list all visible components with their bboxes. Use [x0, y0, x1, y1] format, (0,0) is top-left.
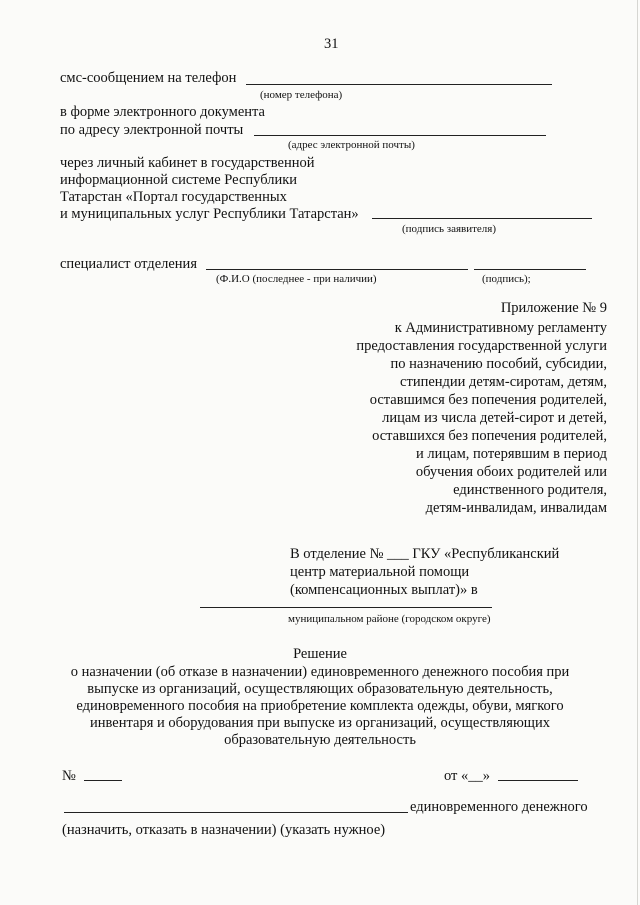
appendix-line: лицам из числа детей-сирот и детей,	[382, 410, 607, 426]
decision-number-label: №	[62, 768, 76, 784]
appendix-line: к Административному регламенту	[394, 320, 607, 336]
applicant-signature-line	[372, 218, 592, 219]
page-number: 31	[324, 36, 339, 52]
decision-line: выпуске из организаций, осуществляющих образовательную деятельность,	[87, 681, 553, 697]
appendix-header	[356, 300, 607, 518]
lump-sum-text: единовременного денежного	[410, 799, 588, 815]
appendix-line: стипендии детям-сиротам, детям,	[400, 374, 607, 390]
decision-line: о назначении (об отказе в назначении) единовременного денежного пособия при	[70, 664, 570, 680]
specialist-fio-line	[206, 269, 468, 270]
decision-number-line	[84, 780, 122, 781]
decision-date-line	[498, 780, 578, 781]
appendix-line: Приложение № 9	[500, 300, 607, 316]
applicant-signature-caption: (подпись заявителя)	[402, 223, 497, 235]
email-caption: (адрес электронной почты)	[288, 139, 415, 151]
district-caption: муниципальном районе (городском округе)	[288, 613, 491, 625]
appendix-line: единственного родителя,	[453, 482, 607, 498]
specialist-label: специалист отделения	[60, 256, 197, 272]
edoc-label-line1: в форме электронного документа	[60, 104, 265, 120]
decision-line: образовательную деятельность	[224, 732, 416, 748]
specialist-fio-caption: (Ф.И.О (последнее - при наличии)	[216, 273, 377, 285]
decision-line: единовременного пособия на приобретение комплекта одежды, обуви, мягкого	[76, 698, 564, 714]
phone-field-line	[246, 84, 552, 85]
edoc-label-line2: по адресу электронной почты	[60, 122, 244, 138]
appendix-line: предоставления государственной услуги	[356, 338, 607, 354]
cabinet-line3: Татарстан «Портал государственных	[60, 189, 287, 205]
appendix-line: по назначению пособий, субсидии,	[390, 356, 607, 372]
sms-label: смс-сообщением на телефон	[60, 70, 237, 86]
cabinet-line4: и муниципальных услуг Республики Татарстан»	[60, 206, 359, 222]
cabinet-line2: информационной системе Республики	[60, 172, 298, 188]
addressee-line1: В отделение № ___ ГКУ «Республиканский	[290, 546, 560, 562]
assign-field-line	[64, 812, 408, 813]
decision-body	[0, 664, 640, 749]
appendix-line: оставшихся без попечения родителей,	[372, 428, 607, 444]
decision-line: инвентаря и оборудования при выпуске из организаций, осуществляющих	[90, 715, 550, 731]
appendix-line: оставшимся без попечения родителей,	[369, 392, 607, 408]
appendix-line: обучения обоих родителей или	[415, 464, 607, 480]
appendix-line: и лицам, потерявшим в период	[416, 446, 607, 462]
appendix-line: детям-инвалидам, инвалидам	[425, 500, 607, 516]
addressee-line2: центр материальной помощи	[290, 564, 470, 580]
district-field-line	[200, 607, 492, 608]
decision-title: Решение	[293, 646, 347, 662]
phone-caption: (номер телефона)	[260, 89, 343, 101]
scan-edge	[637, 0, 638, 905]
specialist-signature-line	[474, 269, 586, 270]
cabinet-line1: через личный кабинет в государственной	[60, 155, 315, 171]
email-field-line	[254, 135, 546, 136]
decision-date-label: от «__»	[444, 768, 491, 784]
addressee-line3: (компенсационных выплат)» в	[290, 582, 478, 598]
assign-caption: (назначить, отказать в назначении) (указать нужное)	[62, 822, 386, 838]
specialist-signature-caption: (подпись);	[482, 273, 531, 285]
